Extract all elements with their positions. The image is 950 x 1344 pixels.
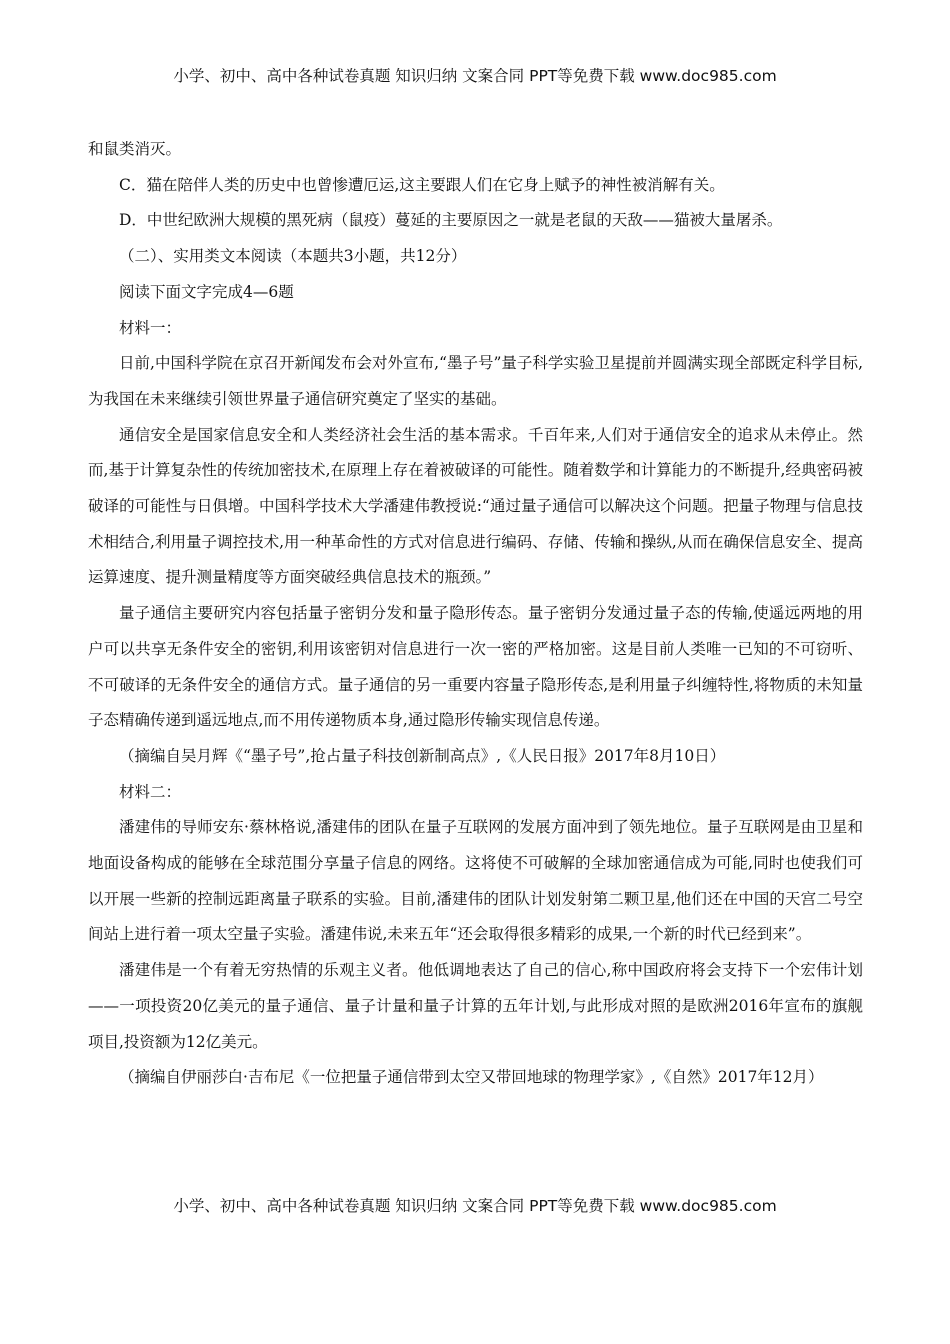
material1-paragraph-3: 量子通信主要研究内容包括量子密钥分发和量子隐形传态。量子密钥分发通过量子态的传输,使遥远两地的用户可以共享无条件安全的密钥,利用该密钥对信息进行一次一密的严格加密。这是目前人类唯一已知的不可窃听、不可破译的无条件安全的通信方式。量子通信的另一重要内容量子隐形传态,是利用量子纠缠特性,将物质的未知量子态精确传递到遥远地点,而不用传递物质本身,通过隐形传输实现信息传递。 [88,604,863,730]
instruction: 阅读下面文字完成4—6题 [119,282,294,301]
material1-paragraph-2: 通信安全是国家信息安全和人类经济社会生活的基本需求。千百年来,人们对于通信安全的追求从未停止。然而,基于计算复杂性的传统加密技术,在原理上存在着被破译的可能性。随着数学和计算能力的不断提升,经典密码被破译的可能性与日俱增。中国科学技术大学潘建伟教授说:“通过量子通信可以解决这个问题。把量子物理与信息技术相结合,利用量子调控技术,用一种革命性的方式对信息进行编码、存储、传输和操纵,从而在确保信息安全、提高运算速度、提升测量精度等方面突破经典信息技术的瓶颈。” [88,425,863,587]
continued-line: 和鼠类消灭。 [88,140,182,158]
option-d: D．中世纪欧洲大规模的黑死病（鼠疫）蔓延的主要原因之一就是老鼠的天敌——猫被大量屠杀。 [119,211,783,230]
article-body [88,132,863,1096]
material1-paragraph-1: 日前,中国科学院在京召开新闻发布会对外宣布,“墨子号”量子科学实验卫星提前并圆满实现全部既定科学目标,为我国在未来继续引领世界量子通信研究奠定了坚实的基础。 [88,354,863,408]
footer-banner: 小学、初中、高中各种试卷真题 知识归纳 文案合同 PPT等免费下载 www.doc985.com [173,1197,777,1215]
option-c: C．猫在陪伴人类的历史中也曾惨遭厄运,这主要跟人们在它身上赋予的神性被消解有关。 [119,175,725,194]
material1-label: 材料一： [119,318,182,337]
header-banner: 小学、初中、高中各种试卷真题 知识归纳 文案合同 PPT等免费下载 www.doc985.com [173,67,777,85]
material2-label: 材料二： [119,782,182,801]
material1-source: （摘编自吴月辉《“墨子号”,抢占量子科技创新制高点》,《人民日报》2017年8月10日） [119,746,726,765]
material2-paragraph-2: 潘建伟是一个有着无穷热情的乐观主义者。他低调地表达了自己的信心,称中国政府将会支持下一个宏伟计划——一项投资20亿美元的量子通信、量子计量和量子计算的五年计划,与此形成对照的是欧洲2016年宣布的旗舰项目,投资额为12亿美元。 [88,961,863,1051]
section-title: （二）、实用类文本阅读（本题共3小题，共12分） [119,247,467,266]
material2-source: （摘编自伊丽莎白·吉布尼《一位把量子通信带到太空又带回地球的物理学家》,《自然》2017年12月） [119,1068,824,1087]
material2-paragraph-1: 潘建伟的导师安东·蔡林格说,潘建伟的团队在量子互联网的发展方面冲到了领先地位。量子互联网是由卫星和地面设备构成的能够在全球范围分享量子信息的网络。这将使不可破解的全球加密通信成为可能,同时也使我们可以开展一些新的控制远距离量子联系的实验。目前,潘建伟的团队计划发射第二颗卫星,他们还在中国的天宫二号空间站上进行着一项太空量子实验。潘建伟说,未来五年“还会取得很多精彩的成果,一个新的时代已经到来”。 [88,818,863,944]
